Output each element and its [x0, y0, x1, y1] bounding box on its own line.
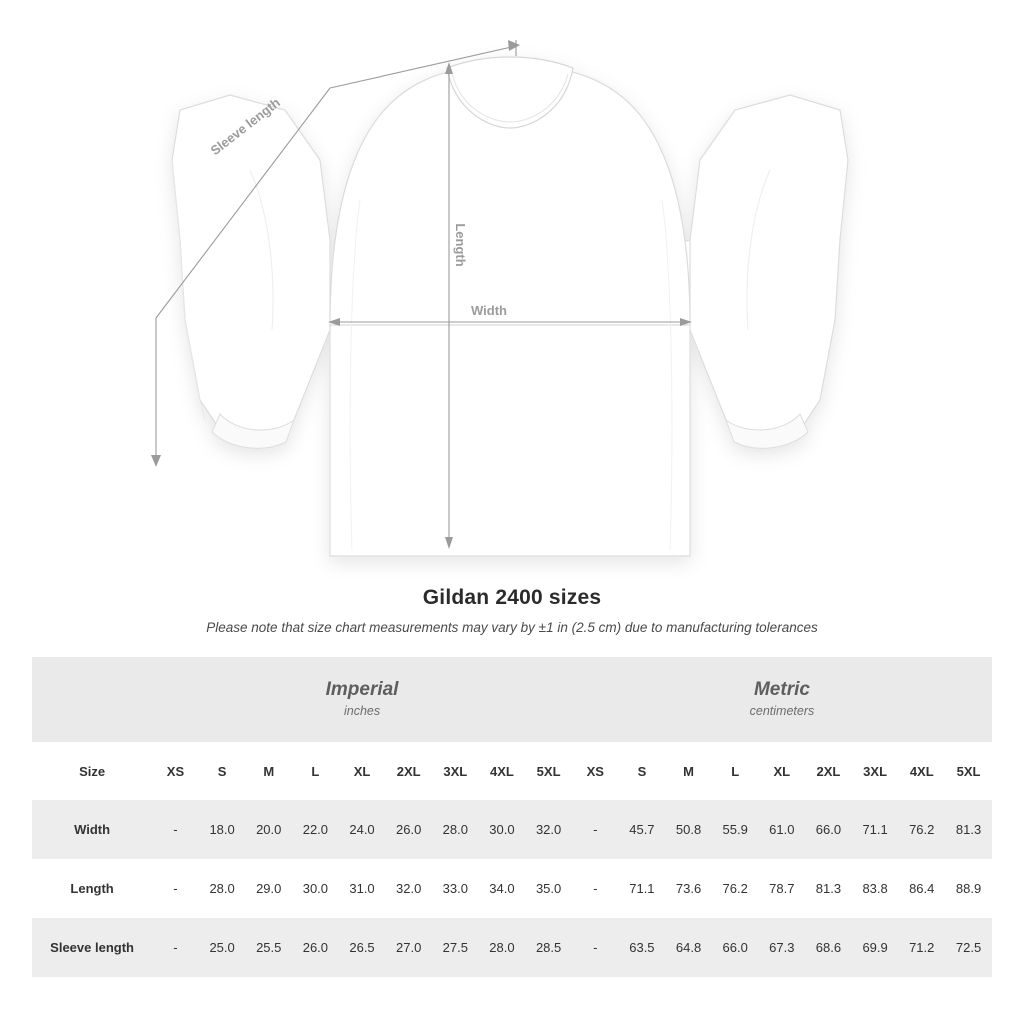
unit-sub-imperial: inches [343, 704, 381, 719]
cell-width-metric-s: 45.7 [619, 800, 666, 859]
cell-length-metric-l: 76.2 [712, 859, 759, 918]
size-header-metric-2xl: 2XL [805, 742, 852, 800]
size-header-metric-m: M [665, 742, 712, 800]
size-header-imperial-xl: XL [339, 742, 386, 800]
row-label-width: Width [32, 800, 152, 859]
cell-sleeve-imperial-xl: 26.5 [339, 918, 386, 977]
cell-sleeve-metric-xs: - [572, 918, 619, 977]
cell-length-metric-3xl: 83.8 [852, 859, 899, 918]
cell-sleeve-metric-2xl: 68.6 [805, 918, 852, 977]
cell-length-imperial-4xl: 34.0 [479, 859, 526, 918]
cell-length-imperial-5xl: 35.0 [525, 859, 572, 918]
cell-sleeve-metric-3xl: 69.9 [852, 918, 899, 977]
table-row [32, 800, 992, 859]
cell-length-metric-s: 71.1 [619, 859, 666, 918]
cell-sleeve-metric-xl: 67.3 [759, 918, 806, 977]
cell-sleeve-imperial-4xl: 28.0 [479, 918, 526, 977]
unit-header-metric [572, 657, 992, 742]
cell-width-imperial-5xl: 32.0 [525, 800, 572, 859]
cell-sleeve-imperial-2xl: 27.0 [385, 918, 432, 977]
cell-width-metric-l: 55.9 [712, 800, 759, 859]
cell-sleeve-metric-s: 63.5 [619, 918, 666, 977]
label-length: Length [453, 223, 468, 267]
cell-width-metric-m: 50.8 [665, 800, 712, 859]
cell-width-metric-5xl: 81.3 [945, 800, 992, 859]
size-header-imperial-s: S [199, 742, 246, 800]
cell-sleeve-metric-l: 66.0 [712, 918, 759, 977]
size-header-metric-xs: XS [572, 742, 619, 800]
cell-sleeve-metric-m: 64.8 [665, 918, 712, 977]
cell-length-metric-m: 73.6 [665, 859, 712, 918]
cell-sleeve-imperial-m: 25.5 [245, 918, 292, 977]
size-header-imperial-4xl: 4XL [479, 742, 526, 800]
size-header-imperial-l: L [292, 742, 339, 800]
row-label-sleeve-length: Sleeve length [32, 918, 152, 977]
cell-length-imperial-2xl: 32.0 [385, 859, 432, 918]
cell-length-metric-xl: 78.7 [759, 859, 806, 918]
cell-length-imperial-s: 28.0 [199, 859, 246, 918]
cell-sleeve-metric-4xl: 71.2 [898, 918, 945, 977]
unit-header-imperial [152, 657, 572, 742]
cell-width-metric-3xl: 71.1 [852, 800, 899, 859]
size-header-metric-4xl: 4XL [898, 742, 945, 800]
size-header-metric-xl: XL [759, 742, 806, 800]
size-chart-table [32, 657, 992, 977]
cell-width-imperial-2xl: 26.0 [385, 800, 432, 859]
size-table-wrapper [32, 657, 992, 977]
garment-shape [172, 57, 848, 556]
cell-length-imperial-3xl: 33.0 [432, 859, 479, 918]
unit-name-imperial: Imperial [325, 678, 399, 700]
cell-length-imperial-l: 30.0 [292, 859, 339, 918]
table-row [32, 859, 992, 918]
size-header-metric-5xl: 5XL [945, 742, 992, 800]
cell-length-metric-xs: - [572, 859, 619, 918]
row-label-length: Length [32, 859, 152, 918]
cell-sleeve-imperial-5xl: 28.5 [525, 918, 572, 977]
label-width: Width [471, 303, 507, 318]
unit-header-spacer [32, 657, 152, 742]
cell-width-metric-xs: - [572, 800, 619, 859]
chart-heading [0, 586, 1024, 635]
cell-width-imperial-xl: 24.0 [339, 800, 386, 859]
unit-header-row [32, 657, 992, 742]
size-header-metric-s: S [619, 742, 666, 800]
cell-length-imperial-m: 29.0 [245, 859, 292, 918]
tolerance-note: Please note that size chart measurements may vary by ±1 in (2.5 cm) due to manufacturing tolerances [206, 620, 818, 635]
table-row [32, 918, 992, 977]
size-header-imperial-3xl: 3XL [432, 742, 479, 800]
corner-label: Size [32, 742, 152, 800]
cell-width-imperial-xs: - [152, 800, 199, 859]
page-title: Gildan 2400 sizes [422, 586, 602, 609]
cell-width-metric-4xl: 76.2 [898, 800, 945, 859]
size-header-imperial-5xl: 5XL [525, 742, 572, 800]
cell-width-imperial-3xl: 28.0 [432, 800, 479, 859]
size-header-imperial-m: M [245, 742, 292, 800]
unit-name-metric: Metric [753, 678, 810, 700]
size-header-imperial-xs: XS [152, 742, 199, 800]
cell-sleeve-imperial-xs: - [152, 918, 199, 977]
unit-sub-metric: centimeters [749, 704, 815, 719]
size-header-imperial-2xl: 2XL [385, 742, 432, 800]
cell-length-metric-2xl: 81.3 [805, 859, 852, 918]
cell-width-metric-2xl: 66.0 [805, 800, 852, 859]
label-sleeve-length: Sleeve length [207, 94, 283, 159]
cell-width-imperial-l: 22.0 [292, 800, 339, 859]
cell-length-metric-5xl: 88.9 [945, 859, 992, 918]
cell-sleeve-imperial-s: 25.0 [199, 918, 246, 977]
cell-length-imperial-xl: 31.0 [339, 859, 386, 918]
cell-sleeve-metric-5xl: 72.5 [945, 918, 992, 977]
cell-sleeve-imperial-l: 26.0 [292, 918, 339, 977]
cell-length-metric-4xl: 86.4 [898, 859, 945, 918]
size-header-row [32, 742, 992, 800]
cell-width-imperial-4xl: 30.0 [479, 800, 526, 859]
cell-sleeve-imperial-3xl: 27.5 [432, 918, 479, 977]
cell-length-imperial-xs: - [152, 859, 199, 918]
size-header-metric-3xl: 3XL [852, 742, 899, 800]
cell-width-imperial-m: 20.0 [245, 800, 292, 859]
cell-width-metric-xl: 61.0 [759, 800, 806, 859]
cell-width-imperial-s: 18.0 [199, 800, 246, 859]
size-header-metric-l: L [712, 742, 759, 800]
